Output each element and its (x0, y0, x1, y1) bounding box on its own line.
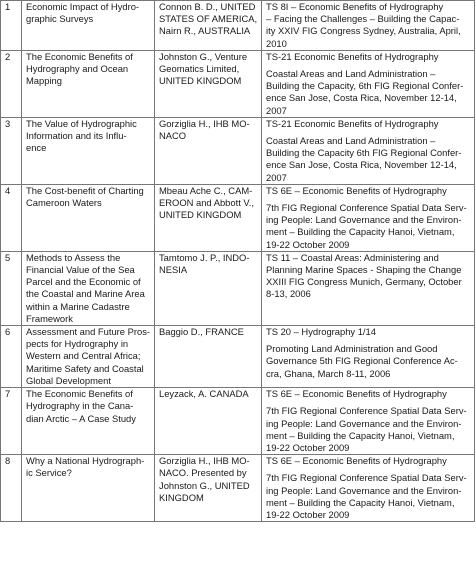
title-line: Economic Impact of Hydro- (26, 1, 140, 12)
source-line: ence San Jose, Costa Rica, November 12-14, (266, 92, 457, 104)
row-number-cell (1, 326, 22, 388)
title-cell (22, 388, 155, 455)
source-line: 2007 (266, 171, 287, 183)
title-line: The Value of Hydrographic (26, 117, 137, 129)
source-line: 19-22 October 2009 (266, 508, 350, 520)
row-number: 7 (5, 388, 11, 400)
author-line: STATES OF AMERICA, (159, 13, 258, 25)
table-row (1, 50, 475, 117)
title-line: The Cost-benefit of Charting (26, 184, 144, 196)
source-line: ity XXIV FIG Congress Sydney, Australia, April, (266, 25, 461, 37)
author-line: Johnston G., Venture (159, 50, 248, 62)
source-line: 7th FIG Regional Conference Spatial Data Serv- (266, 202, 467, 214)
references-table-body (1, 1, 475, 522)
source-line: Coastal Areas and Land Administration – (266, 135, 436, 147)
source-cell (262, 50, 475, 117)
author-line: KINGDOM (159, 491, 204, 503)
source-line: 19-22 October 2009 (266, 441, 350, 453)
row-number-cell (1, 184, 22, 251)
table-row (1, 251, 475, 325)
title-line: Parcel and the Economic of (26, 276, 141, 288)
author-line: Nairn R., AUSTRALIA (159, 25, 251, 37)
authors-cell (155, 117, 262, 184)
title-cell (22, 326, 155, 388)
source-line: ing People: Land Governance and the Environ- (266, 214, 462, 226)
source-line: Building the Capacity 6th FIG Regional Confer- (266, 147, 462, 159)
source-line: TS 6E – Economic Benefits of Hydrography (266, 184, 447, 196)
source-cell (262, 326, 475, 388)
author-line: EROON and Abbott V., (159, 197, 255, 209)
title-line: Cameroon Waters (26, 197, 102, 209)
title-line: Financial Value of the Sea (26, 264, 135, 276)
row-number-cell (1, 251, 22, 325)
row-number: 1 (5, 1, 11, 12)
source-cell (262, 184, 475, 251)
table-row (1, 117, 475, 184)
table-row (1, 1, 475, 51)
author-line: Gorziglia H., IHB MO- (159, 455, 250, 467)
title-cell (22, 117, 155, 184)
title-line: ic Service? (26, 467, 72, 479)
title-line: Hydrography and Ocean (26, 63, 129, 75)
source-line: 7th FIG Regional Conference Spatial Data Serv- (266, 405, 467, 417)
title-line: The Economic Benefits of (26, 388, 133, 400)
row-number-cell (1, 117, 22, 184)
authors-cell (155, 184, 262, 251)
source-line: XXIII FIG Congress Munich, Germany, October (266, 276, 462, 288)
title-line: dian Arctic – A Case Study (26, 412, 136, 424)
authors-cell (155, 1, 262, 51)
title-cell (22, 251, 155, 325)
title-line: Hydrography in the Cana- (26, 400, 134, 412)
title-line: graphic Surveys (26, 13, 94, 25)
title-line: Mapping (26, 75, 62, 87)
table-row (1, 455, 475, 522)
title-line: within a Marine Cadastre (26, 300, 130, 312)
source-cell (262, 388, 475, 455)
source-line: TS 20 – Hydrography 1/14 (266, 326, 376, 338)
title-line: Assessment and Future Pros- (26, 326, 151, 338)
source-line: ence San Jose, Costa Rica, November 12-14, (266, 159, 457, 171)
author-line: Leyzack, A. CANADA (159, 388, 249, 400)
author-line: UNITED KINGDOM (159, 209, 242, 221)
source-line: TS-21 Economic Benefits of Hydrography (266, 117, 439, 129)
title-cell (22, 184, 155, 251)
source-line: 2007 (266, 104, 287, 116)
title-cell (22, 1, 155, 51)
source-line: 2010 (266, 37, 287, 49)
source-line: ing People: Land Governance and the Environ- (266, 484, 462, 496)
source-line: ment – Building the Capacity Hanoi, Vietnam, (266, 496, 455, 508)
title-line: Methods to Assess the (26, 251, 121, 263)
source-line: ment – Building the Capacity Hanoi, Vietnam, (266, 429, 455, 441)
author-line: Baggio D., FRANCE (159, 326, 244, 338)
author-line: Mbeau Ache C., CAM- (159, 184, 253, 196)
source-line: ment – Building the Capacity Hanoi, Vietnam, (266, 226, 455, 238)
source-line: TS-21 Economic Benefits of Hydrography (266, 50, 439, 62)
title-line: pects for Hydrography in (26, 338, 129, 350)
author-line: Geomatics Limited, (159, 63, 240, 75)
table-row (1, 388, 475, 455)
source-line: cra, Ghana, March 8-11, 2006 (266, 367, 391, 379)
author-line: NACO. Presented by (159, 467, 247, 479)
source-cell (262, 117, 475, 184)
row-number: 8 (5, 455, 11, 467)
source-line: TS 6E – Economic Benefits of Hydrography (266, 455, 447, 467)
authors-cell (155, 455, 262, 522)
source-line: Promoting Land Administration and Good (266, 343, 438, 355)
source-line: TS 6E – Economic Benefits of Hydrography (266, 388, 447, 400)
title-line: Information and its Influ- (26, 130, 127, 142)
source-line: Governance 5th FIG Regional Conference Ac- (266, 355, 458, 367)
title-line: Maritime Safety and Coastal (26, 362, 144, 374)
row-number: 4 (5, 184, 11, 196)
row-number-cell (1, 455, 22, 522)
source-line: Coastal Areas and Land Administration – (266, 68, 436, 80)
title-line: Framework (26, 312, 73, 324)
table-row (1, 326, 475, 388)
row-number: 2 (5, 50, 11, 62)
row-number-cell (1, 1, 22, 51)
source-line: Building the Capacity, 6th FIG Regional Confer- (266, 80, 464, 92)
source-line: – Facing the Challenges – Building the Capac- (266, 13, 460, 25)
author-line: UNITED KINGDOM (159, 75, 242, 87)
source-line: ing People: Land Governance and the Environ- (266, 417, 462, 429)
author-line: Tamtomo J. P., INDO- (159, 251, 250, 263)
row-number-cell (1, 388, 22, 455)
source-line: 7th FIG Regional Conference Spatial Data Serv- (266, 472, 467, 484)
source-cell (262, 1, 475, 51)
source-line: Planning Marine Spaces - Shaping the Change (266, 264, 462, 276)
source-line: TS 11 – Coastal Areas: Administering and (266, 251, 439, 263)
title-line: The Economic Benefits of (26, 50, 133, 62)
source-cell (262, 455, 475, 522)
row-number-cell (1, 50, 22, 117)
title-cell (22, 455, 155, 522)
author-line: Johnston G., UNITED (159, 479, 250, 491)
title-line: Western and Central Africa; (26, 350, 141, 362)
source-cell (262, 251, 475, 325)
authors-cell (155, 326, 262, 388)
author-line: Connon B. D., UNITED (159, 1, 256, 12)
row-number: 3 (5, 117, 11, 129)
author-line: NACO (159, 130, 187, 142)
source-line: 19-22 October 2009 (266, 238, 350, 250)
title-line: ence (26, 142, 47, 154)
title-line: Why a National Hydrograph- (26, 455, 145, 467)
row-number: 5 (5, 251, 11, 263)
authors-cell (155, 50, 262, 117)
source-line: 8-13, 2006 (266, 288, 311, 300)
title-line: the Coastal and Marine Area (26, 288, 145, 300)
table-row (1, 184, 475, 251)
authors-cell (155, 251, 262, 325)
title-line: Global Development (26, 374, 111, 386)
row-number: 6 (5, 326, 11, 338)
title-cell (22, 50, 155, 117)
authors-cell (155, 388, 262, 455)
author-line: NESIA (159, 264, 188, 276)
source-line: TS 8I – Economic Benefits of Hydrography (266, 1, 444, 12)
author-line: Gorziglia H., IHB MO- (159, 117, 250, 129)
